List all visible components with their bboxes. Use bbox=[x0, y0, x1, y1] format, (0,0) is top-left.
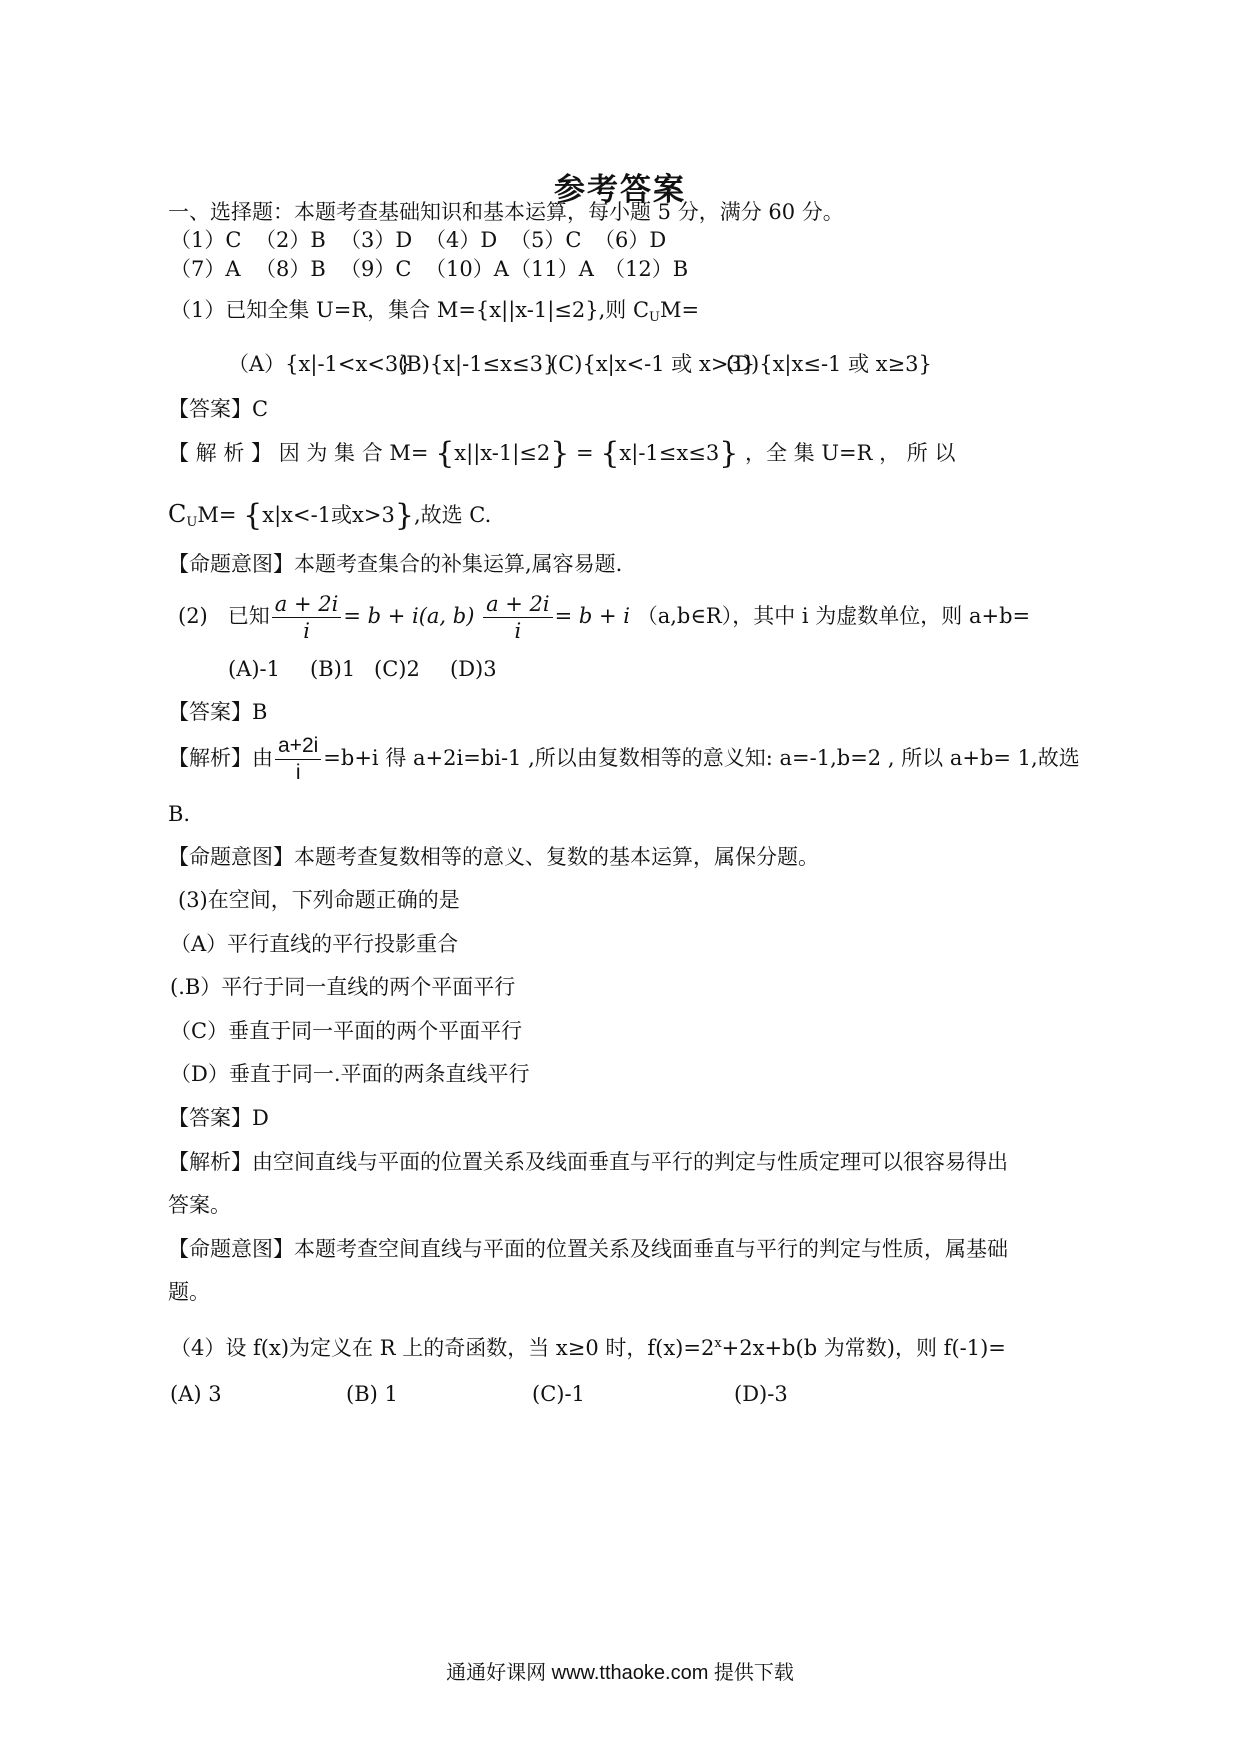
option-b: (B) 1 bbox=[346, 1382, 398, 1406]
option-c: (C)-1 bbox=[532, 1382, 585, 1406]
answer-item: （5）C bbox=[510, 228, 582, 252]
option-d: (D){x|x≤-1 或 x≥3} bbox=[726, 352, 932, 376]
q3-answer: 【答案】D bbox=[168, 1106, 269, 1130]
option-a: （A）{x|-1<x<3} bbox=[228, 352, 412, 376]
answer-item: （1）C bbox=[170, 228, 242, 252]
answer-item: （3）D bbox=[340, 228, 413, 252]
answer-item: （10）A bbox=[425, 257, 509, 281]
option-a: (A)-1 bbox=[228, 657, 281, 681]
option-d: (D)-3 bbox=[734, 1382, 788, 1406]
q2-stem: (2) 已知 $\frac{a + 2i}{i}$ = b + i(a, b) $\frac{a + 2i}{i}$ = b + i （a,b∈R），其中 i 为虚数单位，则 a+b= bbox=[178, 592, 1031, 643]
answer-item: （7）A bbox=[170, 257, 241, 281]
section-heading: 一、选择题：本题考查基础知识和基本运算，每小题 5 分，满分 60 分。 bbox=[168, 200, 844, 224]
q2-analysis: 【解析】由 $\frac{a+2i}{i}$ =b+i 得 a+2i=bi-1 ,所以由复数相等的意义知: a=-1,b=2 , 所以 a+b= 1,故选 bbox=[168, 734, 1080, 784]
option-d: (D)3 bbox=[450, 657, 497, 681]
q2-analysis-end: B. bbox=[168, 802, 191, 826]
option-c: (C)2 bbox=[374, 657, 420, 681]
q3-intent-line-2: 题。 bbox=[168, 1280, 210, 1304]
answer-item: （4）D bbox=[425, 228, 498, 252]
q1-analysis-line-2: $C_UM= \{x|x<-1$或x>3},故选 C. bbox=[168, 498, 492, 533]
q4-stem: （4）设 f(x)为定义在 R 上的奇函数，当 x≥0 时，$f(x)=2^x+2x+b(b$ 为常数)，则 f(-1)= bbox=[170, 1336, 1006, 1360]
page-footer: 通通好课网 www.tthaoke.com 提供下载 bbox=[446, 1662, 794, 1684]
q3-intent-line-1: 【命题意图】本题考查空间直线与平面的位置关系及线面垂直与平行的判定与性质，属基础 bbox=[168, 1237, 1008, 1261]
q3-option-d: （D）垂直于同一.平面的两条直线平行 bbox=[170, 1062, 530, 1086]
q1-intent: 【命题意图】本题考查集合的补集运算,属容易题. bbox=[168, 552, 623, 576]
answer-item: （12）B bbox=[604, 257, 689, 281]
answer-item: （11）A bbox=[510, 257, 594, 281]
option-b: (B){x|-1≤x≤3} bbox=[398, 352, 557, 376]
answer-item: （8）B bbox=[255, 257, 326, 281]
answer-item: （2）B bbox=[255, 228, 326, 252]
q2-answer: 【答案】B bbox=[168, 700, 268, 724]
q3-analysis-line-2: 答案。 bbox=[168, 1193, 231, 1217]
q3-option-c: （C）垂直于同一平面的两个平面平行 bbox=[170, 1019, 523, 1043]
option-b: (B)1 bbox=[310, 657, 356, 681]
q3-stem: (3)在空间，下列命题正确的是 bbox=[178, 888, 460, 912]
option-a: (A) 3 bbox=[170, 1382, 222, 1406]
page-title: 参考答案 bbox=[554, 172, 686, 208]
q1-answer: 【答案】C bbox=[168, 397, 269, 421]
q1-stem: （1）已知全集 U=R，集合 M={x||x-1|≤2},则 $C_UM=$ bbox=[170, 298, 700, 325]
option-c: (C){x|x<-1 或 x>3} bbox=[550, 352, 756, 376]
q1-analysis-line-1: 【 解 析 】 因 为 集 合 M= {x||x-1|≤2} = {x|-1≤x≤3} ，全 集 U=R ， 所 以 bbox=[168, 436, 956, 471]
q2-intent: 【命题意图】本题考查复数相等的意义、复数的基本运算，属保分题。 bbox=[168, 845, 819, 869]
q3-option-a: （A）平行直线的平行投影重合 bbox=[170, 932, 459, 956]
q3-analysis-line-1: 【解析】由空间直线与平面的位置关系及线面垂直与平行的判定与性质定理可以很容易得出 bbox=[168, 1150, 1008, 1174]
answer-item: （9）C bbox=[340, 257, 412, 281]
q3-option-b: (.B）平行于同一直线的两个平面平行 bbox=[170, 975, 516, 999]
answer-item: （6）D bbox=[594, 228, 667, 252]
